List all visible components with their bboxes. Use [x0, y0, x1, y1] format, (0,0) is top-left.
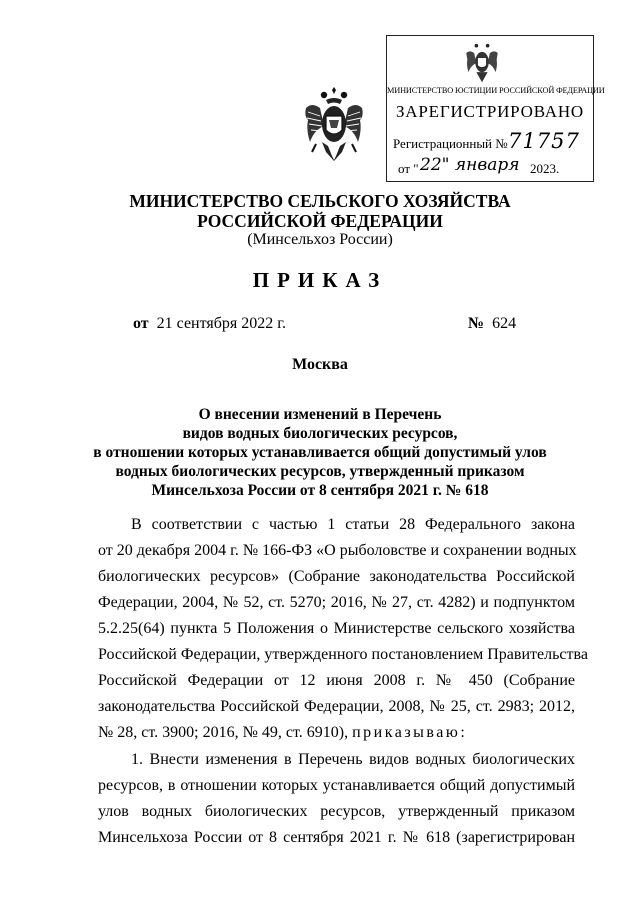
- stamp-date-year: [530, 161, 559, 177]
- date-prefix: от: [133, 315, 149, 332]
- organization-name-line1: МИНИСТЕРСТВО СЕЛЬСКОГО ХОЗЯЙСТВА: [129, 191, 511, 211]
- stamp-date-end: .: [556, 161, 560, 176]
- body-line: Федерации, 2004, № 52, ст. 5270; 2016, № 27, ст. 4282) и подпунктом: [98, 594, 575, 611]
- title-line: видов водных биологических ресурсов,: [182, 425, 458, 442]
- stamp-ministry-name: МИНИСТЕРСТВО ЮСТИЦИИ РОССИЙСКОЙ ФЕДЕРАЦИИ: [387, 86, 605, 95]
- body-line: Российской Федерации от 12 июня 2008 г. № 450 (Собрание: [98, 672, 575, 689]
- stamp-date-month: января: [454, 155, 520, 175]
- body-line: Российской Федерации, утвержденного постановлением Правительства: [98, 646, 588, 663]
- number-prefix: №: [468, 315, 485, 332]
- document-type-heading: ПРИКАЗ: [252, 268, 388, 292]
- stamp-date-year-value: 2023: [530, 161, 556, 176]
- body-line: В соответствии с частью 1 статьи 28 Федерального закона: [131, 516, 575, 533]
- registration-stamp: [386, 35, 605, 182]
- body-line: 1. Внести изменения в Перечень видов водных биологических: [131, 751, 575, 768]
- title-line: Минсельхоза России от 8 сентября 2021 г. № 618: [151, 482, 489, 499]
- body-line: законодательства Российской Федерации, 2008, № 25, ст. 2983; 2012,: [98, 698, 575, 715]
- title-line: в отношении которых устанавливается общий допустимый улов: [93, 444, 547, 461]
- organization-name-line2: РОССИЙСКОЙ ФЕДЕРАЦИИ: [197, 211, 443, 231]
- body-line: Минсельхоза России от 8 сентября 2021 г. № 618 (зарегистрирован: [98, 829, 575, 846]
- document-date: [133, 315, 286, 333]
- body-line-text: № 28, ст. 3900; 2016, № 49, ст. 6910),: [98, 724, 353, 741]
- body-line: 5.2.25(64) пункта 5 Положения о Министерстве сельского хозяйства: [98, 620, 575, 637]
- stamp-date-handwritten: [420, 155, 520, 175]
- stamp-registered-label: ЗАРЕГИСТРИРОВАНО: [395, 102, 585, 121]
- organization-short-name: (Минсельхоз России): [247, 231, 393, 248]
- number-value: 624: [492, 315, 517, 332]
- document-city: Москва: [292, 356, 348, 373]
- body-line: биологических ресурсов» (Собрание законодательства Российской: [98, 568, 575, 585]
- title-line: О внесении изменений в Перечень: [198, 406, 442, 423]
- stamp-date-day: 22: [420, 155, 442, 175]
- stamp-reg-number: 71757: [508, 129, 580, 153]
- title-line: водных биологических ресурсов, утвержденный приказом: [115, 463, 525, 480]
- order-verb: приказываю:: [352, 724, 468, 741]
- stamp-date-prefix: от ": [398, 161, 419, 176]
- body-line: улов водных биологических ресурсов, утвержденный приказом: [98, 803, 575, 820]
- stamp-date-sep: ": [441, 155, 450, 175]
- body-line: ресурсов, в отношении которых устанавливается общий допустимый: [98, 777, 575, 794]
- stamp-emblem-icon: [464, 40, 500, 84]
- body-line: от 20 декабря 2004 г. № 166-ФЗ «О рыболовстве и сохранении водных: [98, 542, 577, 559]
- date-value: 21 сентября 2022 г.: [156, 315, 287, 332]
- stamp-reg-label: Регистрационный №: [393, 136, 508, 151]
- coat-of-arms-emblem: [302, 86, 366, 162]
- body-line: [98, 724, 575, 742]
- document-number: [468, 315, 516, 333]
